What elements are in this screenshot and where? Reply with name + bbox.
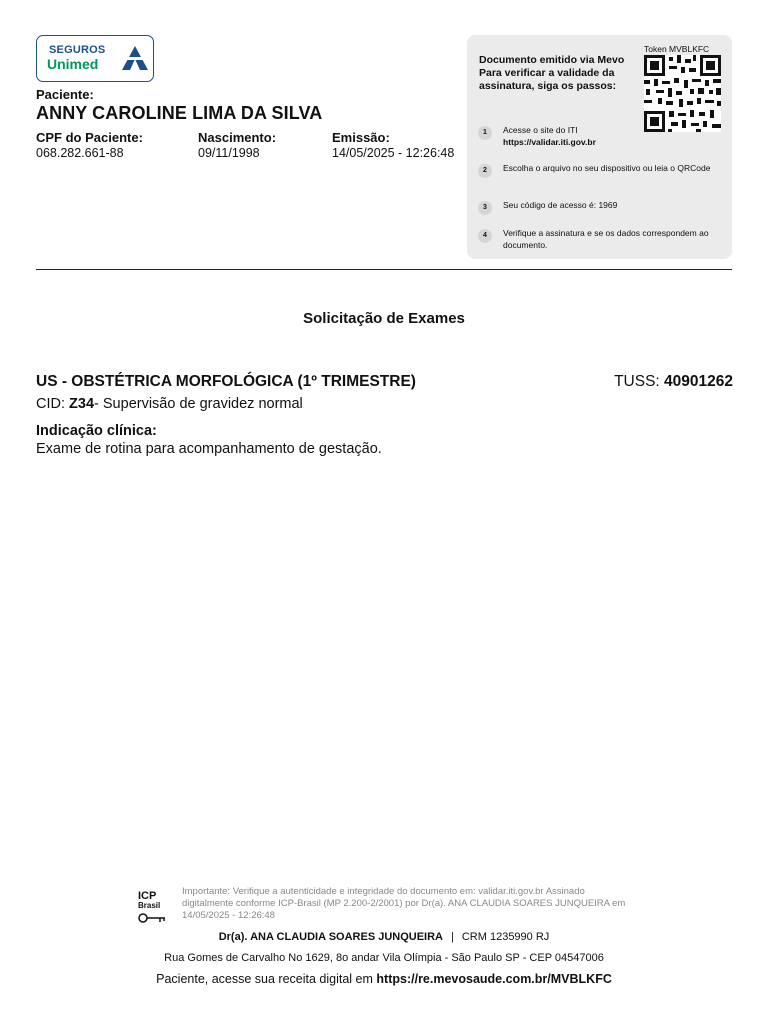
- validar-link[interactable]: https://validar.iti.gov.br: [503, 137, 596, 147]
- step-text: Escolha o arquivo no seu dispositivo ou leia o QRCode: [503, 163, 711, 173]
- cid-label: CID:: [36, 396, 65, 412]
- birth-value: 09/11/1998: [198, 146, 260, 160]
- logo-text-unimed: Unimed: [47, 56, 99, 72]
- receipt-link[interactable]: https://re.mevosaude.com.br/MVBLKFC: [376, 972, 612, 986]
- cpf-value: 068.282.661-88: [36, 146, 124, 160]
- cpf-label: CPF do Paciente:: [36, 130, 143, 145]
- doctor-name: Dr(a). ANA CLAUDIA SOARES JUNQUEIRA: [218, 931, 443, 943]
- separator: |: [451, 931, 454, 943]
- indication-text: Exame de rotina para acompanhamento de gestação.: [36, 441, 382, 457]
- step-number: 2: [478, 164, 492, 178]
- token-label: Token MVBLKFC: [644, 44, 710, 54]
- indication-label: Indicação clínica:: [36, 423, 157, 439]
- cid-description: - Supervisão de gravidez normal: [94, 396, 303, 412]
- cid-line: [36, 396, 303, 412]
- unimed-logo-icon: [122, 46, 148, 70]
- receipt-text: Paciente, acesse sua receita digital em: [156, 972, 373, 986]
- tuss-code: [614, 373, 733, 391]
- icp-logo-top: ICP: [138, 890, 157, 902]
- exam-name: US - OBSTÉTRICA MORFOLÓGICA (1º TRIMESTRE): [36, 373, 416, 390]
- issue-value: 14/05/2025 - 12:26:48: [332, 146, 455, 160]
- header-divider: [36, 269, 732, 270]
- mevo-title: Documento emitido via Mevo Para verificar a validade da assinatura, siga os passos:: [479, 54, 625, 92]
- patient-label: Paciente:: [36, 87, 94, 102]
- patient-name: ANNY CAROLINE LIMA DA SILVA: [36, 103, 323, 123]
- step-number: 3: [478, 201, 492, 215]
- clinic-address: Rua Gomes de Carvalho No 1629, 8o andar Vila Olímpia - São Paulo SP - CEP 04547006: [164, 952, 604, 964]
- issue-label: Emissão:: [332, 130, 390, 145]
- mevo-verification-box: [467, 35, 732, 259]
- step-number: 4: [478, 229, 492, 243]
- doctor-crm: CRM 1235990 RJ: [461, 931, 550, 943]
- icp-logo-bottom: Brasil: [138, 901, 161, 910]
- tuss-value: 40901262: [664, 373, 733, 390]
- step-text: Verifique a assinatura e se os dados correspondem ao documento.: [503, 228, 709, 250]
- step-text: Seu código de acesso é: 1969: [503, 200, 618, 210]
- icp-brasil-logo: [138, 891, 168, 923]
- step-number: 1: [478, 126, 492, 140]
- cid-code: Z34: [69, 396, 95, 412]
- step-text: Acesse o site do ITI: [503, 125, 578, 135]
- seguros-unimed-logo: [36, 35, 154, 82]
- qr-code-icon[interactable]: [644, 55, 721, 132]
- doctor-line: [0, 931, 768, 943]
- document-title: Solicitação de Exames: [303, 310, 465, 327]
- receipt-line: [0, 972, 768, 986]
- logo-text-seguros: SEGUROS: [49, 44, 106, 56]
- tuss-label: TUSS:: [614, 373, 660, 390]
- birth-label: Nascimento:: [198, 130, 277, 145]
- key-icon: [138, 913, 166, 923]
- signature-notice: Importante: Verifique a autenticidade e integridade do documento em: validar.iti.gov.br Assinado digitalmente conforme ICP-Brasil (MP 2.200-2/2001) por Dr(a). ANA CLAUDIA SOARES JUNQUEIRA em 14/05/2025 - 12:26:48: [182, 886, 626, 921]
